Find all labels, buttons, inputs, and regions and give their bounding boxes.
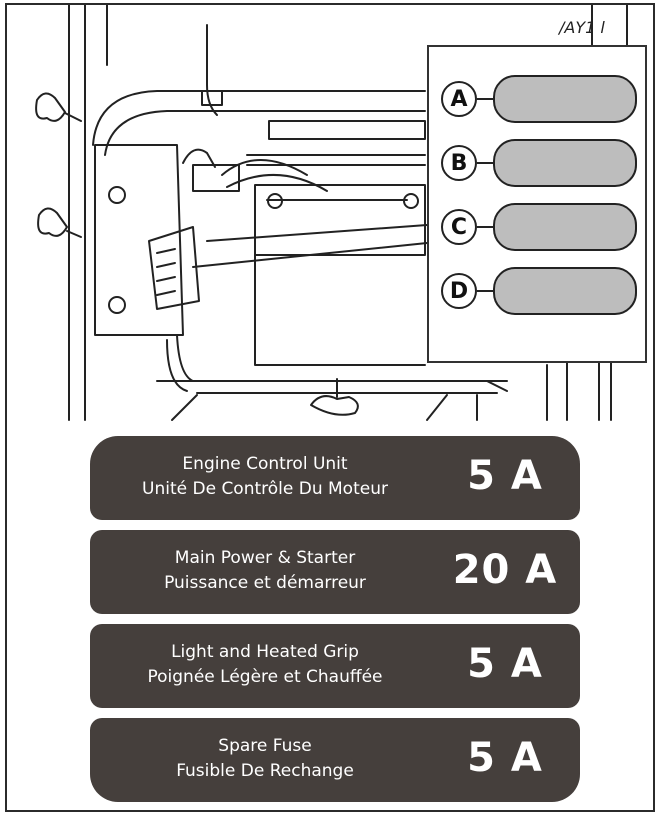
fuse-description <box>90 546 440 596</box>
fuse-rating: 5 A <box>467 641 543 687</box>
fuse-name-en: Engine Control Unit <box>182 454 348 474</box>
fuse-slot-a <box>441 75 641 127</box>
fuse-letter-a: A <box>441 81 477 117</box>
fuse-rating: 5 A <box>467 453 543 499</box>
fuse-letter-d: D <box>441 273 477 309</box>
fuse-slot-b <box>441 139 641 191</box>
fuse-slot-d <box>441 267 641 319</box>
fuse-description <box>90 452 440 502</box>
fuse-name-fr: Fusible De Rechange <box>176 761 354 781</box>
fuse-legend-row <box>90 436 580 520</box>
fuse-name-en: Spare Fuse <box>218 736 312 756</box>
fuse-legend-row <box>90 624 580 708</box>
fuse-slot-shape <box>493 75 637 123</box>
fuse-slot-shape <box>493 139 637 187</box>
fuse-slot-shape <box>493 267 637 315</box>
fuse-name-fr: Poignée Légère et Chauffée <box>147 667 383 687</box>
fuse-slot-shape <box>493 203 637 251</box>
fuse-letter-c: C <box>441 209 477 245</box>
fuse-rating: 5 A <box>467 735 543 781</box>
fuse-legend-row <box>90 530 580 614</box>
fuse-name-en: Main Power & Starter <box>174 548 356 568</box>
fuse-letter-b: B <box>441 145 477 181</box>
fuse-name-en: Light and Heated Grip <box>171 642 359 662</box>
fuse-name-fr: Puissance et démarreur <box>164 573 366 593</box>
corner-label: /AY1 l <box>559 18 605 37</box>
fuse-description <box>90 734 440 784</box>
fuse-legend-row <box>90 718 580 802</box>
fuse-box-detail <box>427 45 647 363</box>
fuse-rating: 20 A <box>452 547 558 593</box>
fuse-slot-c <box>441 203 641 255</box>
fuse-description <box>90 640 440 690</box>
diagram-frame <box>5 3 655 812</box>
fuse-name-fr: Unité De Contrôle Du Moteur <box>142 479 388 499</box>
